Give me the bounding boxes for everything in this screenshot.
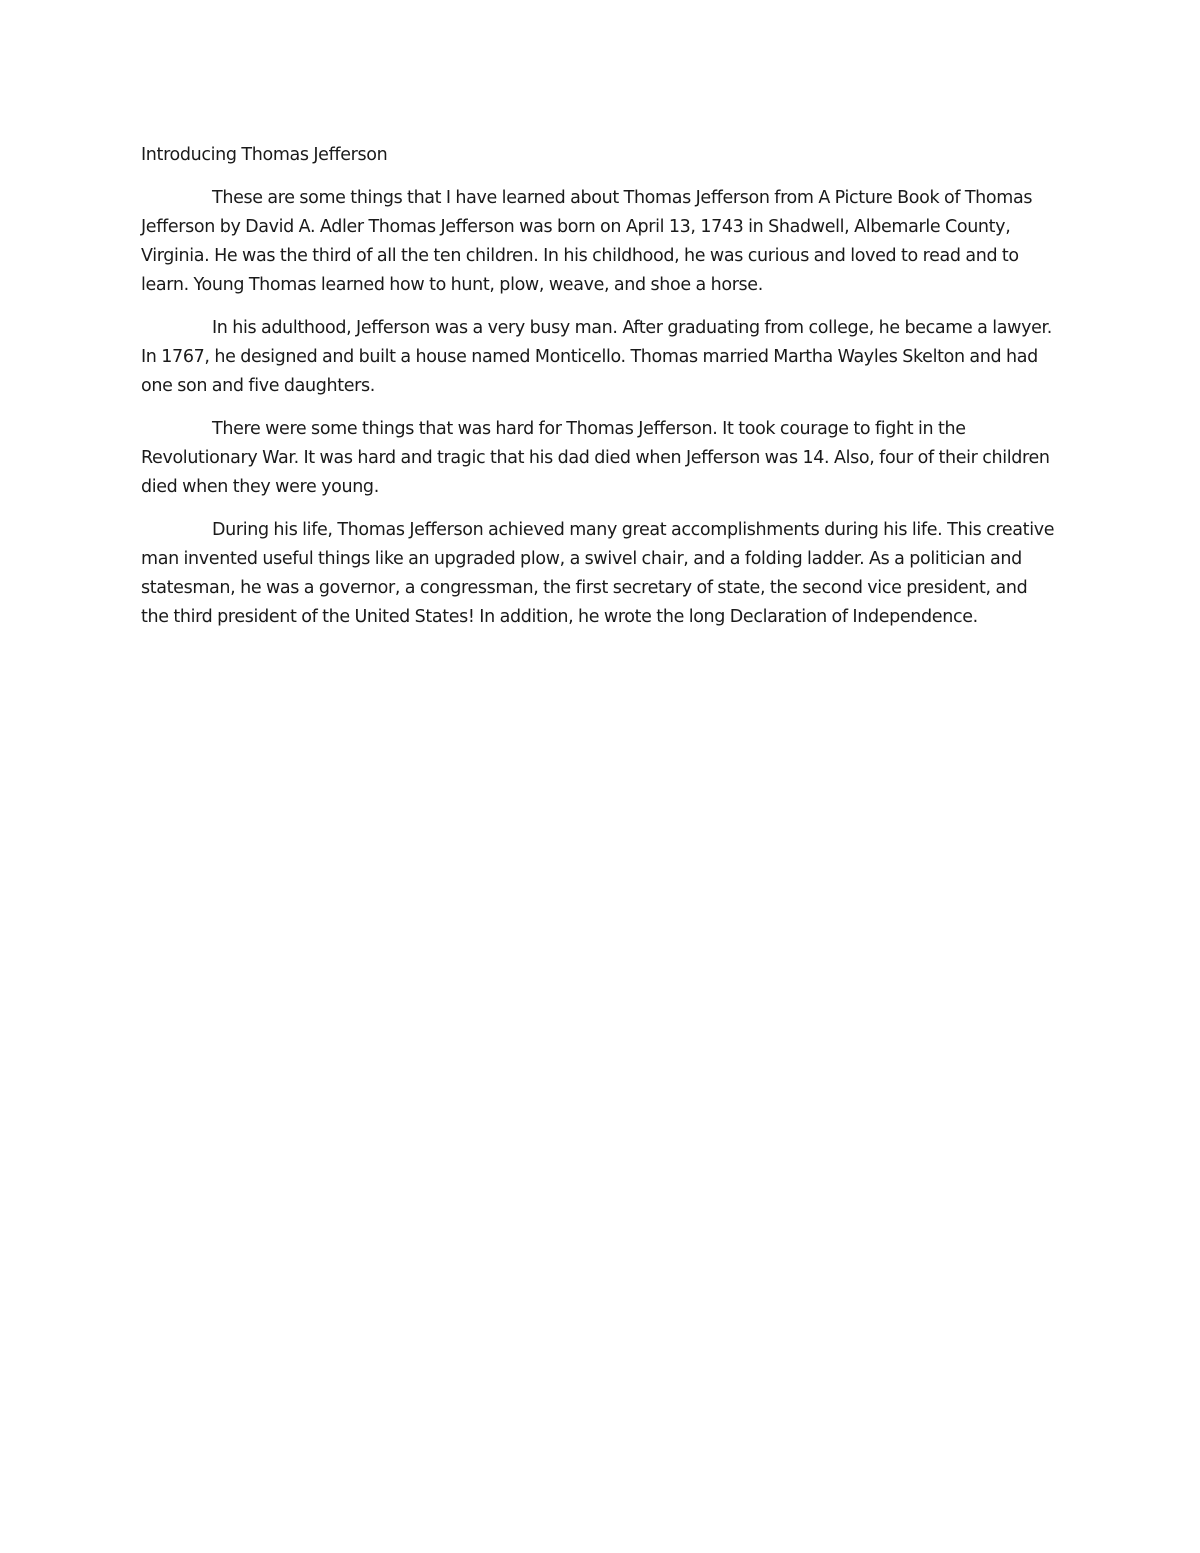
document-body — [141, 141, 1059, 646]
paragraph-childhood: These are some things that I have learned about Thomas Jefferson from A Picture Book of Thomas Jefferson by David A. Adler Thomas Jefferson was born on April 13, 1743 in Shadwell, Albemarle County, Virginia. He was the third of all the ten children. In his childhood, he was curious and loved to read and to learn. Young Thomas learned how to hunt, plow, weave, and shoe a horse. — [141, 188, 1033, 295]
document-title: Introducing Thomas Jefferson — [141, 145, 388, 165]
paragraph-accomplishments: During his life, Thomas Jefferson achieved many great accomplishments during his life. This creative man invented useful things like an upgraded plow, a swivel chair, and a folding ladder. As a politician and statesman, he was a governor, a congressman, the first secretary of state, the second vice president, and the third president of the United States! In addition, he wrote the long Declaration of Independence. — [141, 520, 1055, 627]
paragraph-adulthood: In his adulthood, Jefferson was a very busy man. After graduating from college, he became a lawyer. In 1767, he designed and built a house named Monticello. Thomas married Martha Wayles Skelton and had one son and five daughters. — [141, 318, 1052, 396]
paragraph-hardships: There were some things that was hard for Thomas Jefferson. It took courage to fight in the Revolutionary War. It was hard and tragic that his dad died when Jefferson was 14. Also, four of their children died when they were young. — [141, 419, 1050, 497]
